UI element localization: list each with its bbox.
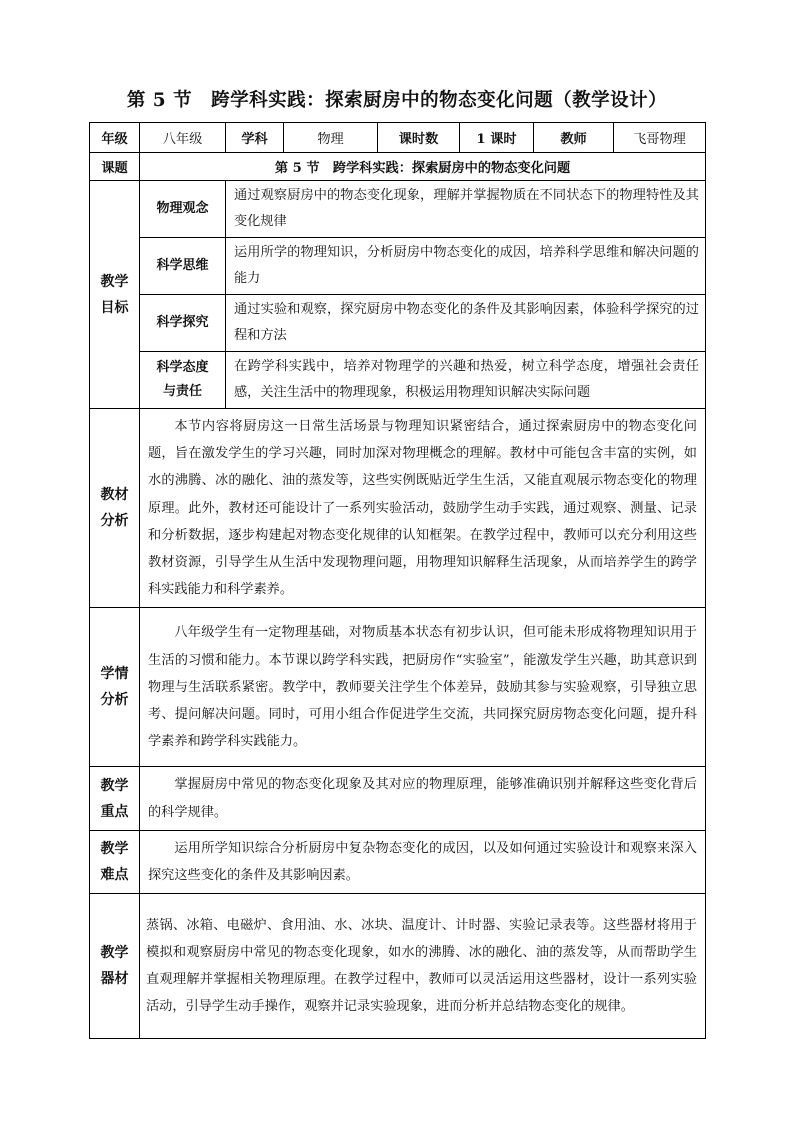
header-row <box>90 123 706 153</box>
goal-label-attitude-line2: 与责任 <box>162 384 202 399</box>
students-text: 八年级学生有一定物理基础，对物质基本状态有初步认识，但可能未形成将物理知识用于生活的习惯和能力。本节课以跨学科实践，把厨房作“实验室”，能激发学生兴趣，助其意识到物理与生活联系紧密。教学中，教师要关注学生个体差异，鼓励其参与实验观察，引导独立思考、提问解决问题。同时，可用小组合作促进学生交流，共同探究厨房物态变化问题，提升科学素养和跨学科实践能力。 <box>140 608 706 767</box>
grade-value: 八年级 <box>140 123 226 153</box>
difficulties-text: 运用所学知识综合分析厨房中复杂物态变化的成因，以及如何通过实验设计和观察来深入探究这些变化的条件及其影响因素。 <box>140 830 706 893</box>
goal-text-scientific-thinking: 运用所学的物理知识，分析厨房中物态变化的成因，培养科学思维和解决问题的能力 <box>226 238 706 295</box>
key-points-row <box>90 767 706 830</box>
topic-label: 课题 <box>90 153 140 181</box>
students-label-line2: 分析 <box>100 692 129 709</box>
materials-label <box>90 894 140 1039</box>
key-points-text: 掌握厨房中常见的物态变化现象及其对应的物理原理，能够准确识别并解释这些变化背后的科学规律。 <box>140 767 706 830</box>
difficulties-label <box>90 830 140 893</box>
goal-row-1 <box>90 181 706 238</box>
hours-label: 课时数 <box>378 123 460 153</box>
goal-text-physics-concept: 通过观察厨房中的物态变化现象，理解并掌握物质在不同状态下的物理特性及其变化规律 <box>226 181 706 238</box>
grade-label: 年级 <box>90 123 140 153</box>
goal-label-scientific-inquiry: 科学探究 <box>140 295 226 352</box>
topic-value: 第 5 节 跨学科实践：探索厨房中的物态变化问题 <box>140 153 706 181</box>
goal-text-attitude: 在跨学科实践中，培养对物理学的兴趣和热爱，树立科学态度，增强社会责任感，关注生活中的物理现象，积极运用物理知识解决实际问题 <box>226 352 706 409</box>
textbook-text: 本节内容将厨房这一日常生活场景与物理知识紧密结合，通过探索厨房中的物态变化问题，旨在激发学生的学习兴趣，同时加深对物理概念的理解。教材中可能包含丰富的实例，如水的沸腾、冰的融化、油的蒸发等，这些实例既贴近学生生活，又能直观展示物态变化的物理原理。此外，教材还可能设计了一系列实验活动，鼓励学生动手实践，通过观察、测量、记录和分析数据，逐步构建起对物态变化规律的认知框架。在教学过程中，教师可以充分利用这些教材资源，引导学生从生活中发现物理问题，用物理知识解释生活现象，从而培养学生的跨学科实践能力和科学素养。 <box>140 409 706 608</box>
lesson-plan-table <box>89 122 706 1039</box>
goal-row-3 <box>90 295 706 352</box>
goal-row-2 <box>90 238 706 295</box>
difficulties-row <box>90 830 706 893</box>
materials-row <box>90 894 706 1039</box>
key-points-label <box>90 767 140 830</box>
difficulties-label-line2: 难点 <box>100 867 129 884</box>
textbook-row <box>90 409 706 608</box>
subject-value: 物理 <box>284 123 378 153</box>
subject-label: 学科 <box>226 123 284 153</box>
teacher-label: 教师 <box>534 123 614 153</box>
goal-label-attitude <box>140 352 226 409</box>
goals-label <box>90 181 140 409</box>
goal-label-attitude-line1: 科学态度 <box>156 360 209 375</box>
goal-text-scientific-inquiry: 通过实验和观察，探究厨房中物态变化的条件及其影响因素，体验科学探究的过程和方法 <box>226 295 706 352</box>
hours-value: 1 课时 <box>460 123 534 153</box>
teacher-value: 飞哥物理 <box>614 123 706 153</box>
students-row <box>90 608 706 767</box>
textbook-label-line1: 教材 <box>100 487 129 504</box>
goal-label-scientific-thinking: 科学思维 <box>140 238 226 295</box>
goal-row-4 <box>90 352 706 409</box>
textbook-label-line2: 分析 <box>100 513 129 530</box>
goals-label-line2: 目标 <box>100 299 129 316</box>
goal-label-physics-concept: 物理观念 <box>140 181 226 238</box>
difficulties-label-line1: 教学 <box>100 841 129 858</box>
goals-label-line1: 教学 <box>100 273 129 290</box>
students-label <box>90 608 140 767</box>
textbook-label <box>90 409 140 608</box>
students-label-line1: 学情 <box>100 666 129 683</box>
materials-label-line2: 器材 <box>100 971 129 988</box>
materials-text: 蒸锅、冰箱、电磁炉、食用油、水、冰块、温度计、计时器、实验记录表等。这些器材将用于模拟和观察厨房中常见的物态变化现象，如水的沸腾、冰的融化、油的蒸发等，从而帮助学生直观理解并掌握相关物理原理。在教学过程中，教师可以灵活运用这些器材，设计一系列实验活动，引导学生动手操作，观察并记录实验现象，进而分析并总结物态变化的规律。 <box>140 894 706 1039</box>
key-points-label-line2: 重点 <box>100 803 129 820</box>
topic-row <box>90 153 706 181</box>
materials-label-line1: 教学 <box>100 945 129 962</box>
page-title: 第 5 节 跨学科实践：探索厨房中的物态变化问题（教学设计） <box>126 90 668 111</box>
key-points-label-line1: 教学 <box>100 777 129 794</box>
